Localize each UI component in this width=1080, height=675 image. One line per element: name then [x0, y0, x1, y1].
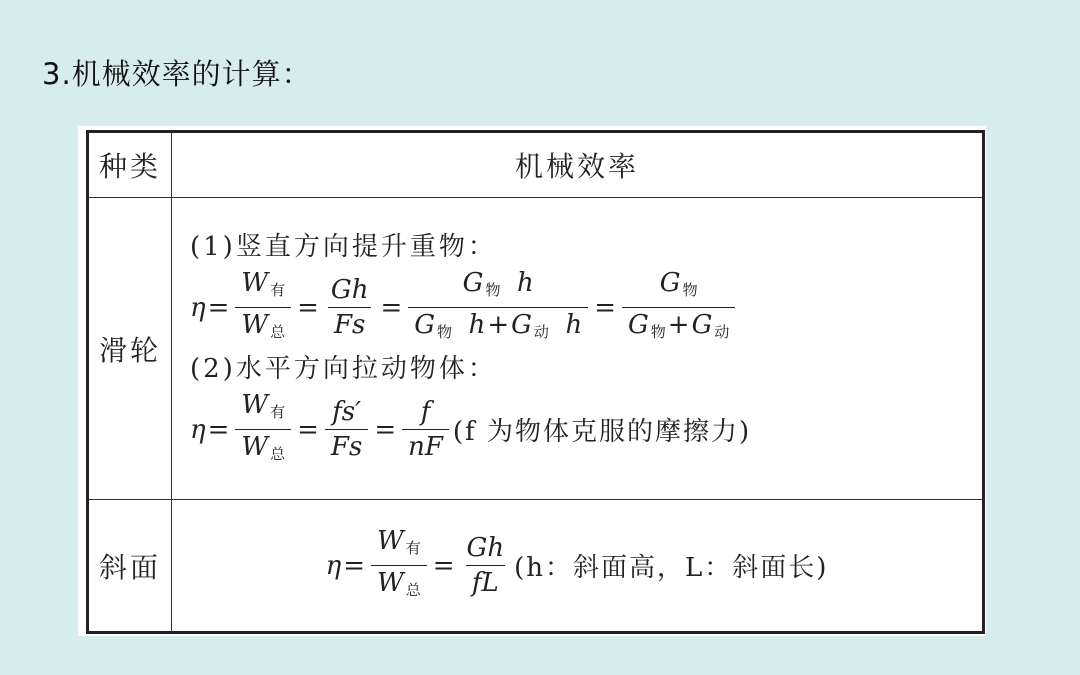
equals-sign: = [297, 414, 319, 445]
eta-symbol: η [190, 292, 206, 323]
slope-note: (h：斜面高，L：斜面长) [514, 553, 829, 583]
fraction-f-nf: $\frac{f}{nF}$ [402, 395, 449, 464]
eta-symbol: η [325, 550, 342, 581]
kind-pulley: 滑轮 [88, 198, 172, 500]
fraction-gh-fs: $\frac{Gh}{Fs}$ [325, 273, 375, 342]
pulley-formulas [172, 198, 984, 500]
kind-slope: 斜面 [88, 500, 172, 633]
eta-symbol: η [190, 414, 206, 445]
fraction-gh-fl: $\frac{Gh}{fL}$ [466, 533, 505, 598]
efficiency-table [86, 130, 985, 634]
equals-sign: = [380, 292, 403, 323]
pulley-case-2: (2)水平方向拉动物体： [190, 353, 497, 384]
pulley-case-1: (1)竖直方向提升重物： [190, 231, 497, 262]
equals-sign: = [343, 550, 365, 581]
fraction-w-useful-total: $\frac{W _有}{W _总}$ [371, 524, 427, 607]
fraction-w-useful-total: $\frac{W _有}{W _总}$ [235, 388, 291, 471]
equals-sign: = [594, 292, 616, 323]
table-row-slope [88, 500, 984, 633]
equals-sign: = [207, 292, 230, 323]
friction-note: (f 为物体克服的摩擦力) [452, 417, 752, 447]
fraction-gh-expanded: $\frac{G _物 h}{G _物 h+G _动 h}$ [408, 266, 588, 349]
pulley-formula-1 [190, 267, 964, 349]
equals-sign: = [374, 414, 397, 445]
slope-formula-cell [172, 500, 984, 633]
fraction-w-useful-total: $\frac{W _有}{W _总}$ [235, 266, 291, 349]
table-header-row [88, 132, 984, 198]
header-efficiency: 机械效率 [172, 132, 984, 198]
slope-formula [172, 524, 982, 607]
fraction-fs-prime: $\frac{fs'}{Fs}$ [325, 395, 368, 464]
table-row-pulley [88, 198, 984, 500]
header-kind: 种类 [88, 132, 172, 198]
pulley-formula-2 [190, 389, 964, 471]
equals-sign: = [207, 414, 230, 445]
section-heading: 3.机械效率的计算： [42, 57, 312, 91]
fraction-g-simplified: $\frac{G _物}{G _物+G _动}$ [622, 266, 735, 349]
equals-sign: = [297, 292, 319, 323]
equals-sign: = [432, 550, 455, 581]
